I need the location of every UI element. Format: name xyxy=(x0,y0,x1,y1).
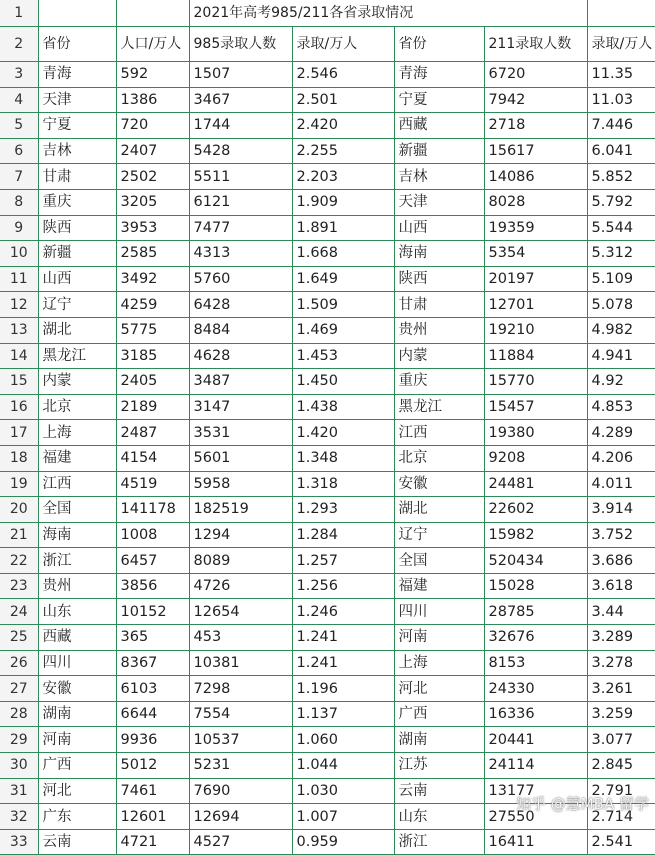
row-number: 3 xyxy=(0,62,38,88)
table-cell[interactable]: 11884 xyxy=(484,343,587,369)
table-cell[interactable]: 19210 xyxy=(484,317,587,343)
table-row xyxy=(0,189,655,215)
table-cell[interactable]: 全国 xyxy=(38,497,116,523)
table-cell[interactable]: 32676 xyxy=(484,625,587,651)
table-cell[interactable]: 云南 xyxy=(394,778,484,804)
table-cell[interactable]: 安徽 xyxy=(394,471,484,497)
table-cell[interactable]: 4628 xyxy=(189,343,292,369)
row-number: 22 xyxy=(0,548,38,574)
cell[interactable] xyxy=(38,0,116,27)
table-cell[interactable]: 2.255 xyxy=(292,138,394,164)
row-number: 2 xyxy=(0,27,38,62)
table-cell[interactable]: 云南 xyxy=(38,829,116,855)
table-cell[interactable]: 1294 xyxy=(189,522,292,548)
table-row xyxy=(0,573,655,599)
table-cell[interactable]: 7690 xyxy=(189,778,292,804)
table-cell[interactable]: 青海 xyxy=(38,62,116,88)
table-row xyxy=(0,266,655,292)
row-number: 17 xyxy=(0,420,38,446)
table-cell[interactable]: 182519 xyxy=(189,497,292,523)
row-number: 16 xyxy=(0,394,38,420)
table-cell[interactable]: 16336 xyxy=(484,701,587,727)
table-cell[interactable]: 黑龙江 xyxy=(38,343,116,369)
title-row xyxy=(0,0,655,27)
table-cell[interactable]: 15617 xyxy=(484,138,587,164)
table-row xyxy=(0,727,655,753)
table-cell[interactable]: 内蒙 xyxy=(394,343,484,369)
table-cell[interactable]: 3487 xyxy=(189,369,292,395)
row-number: 28 xyxy=(0,701,38,727)
table-cell[interactable]: 福建 xyxy=(394,573,484,599)
table-cell[interactable]: 7.446 xyxy=(587,113,655,139)
table-cell[interactable]: 安徽 xyxy=(38,676,116,702)
header-row xyxy=(0,27,655,62)
table-cell[interactable]: 陕西 xyxy=(38,215,116,241)
cell[interactable] xyxy=(116,0,189,27)
header-211-admitted[interactable]: 211录取人数 xyxy=(484,27,587,62)
table-cell[interactable]: 四川 xyxy=(38,650,116,676)
table-cell[interactable]: 6121 xyxy=(189,189,292,215)
table-cell[interactable]: 10152 xyxy=(116,599,189,625)
table-cell[interactable]: 24330 xyxy=(484,676,587,702)
row-number: 4 xyxy=(0,87,38,113)
table-cell[interactable]: 12601 xyxy=(116,804,189,830)
table-cell[interactable]: 3953 xyxy=(116,215,189,241)
table-row xyxy=(0,87,655,113)
table-cell[interactable]: 湖南 xyxy=(38,701,116,727)
header-985-rate[interactable]: 录取/万人 xyxy=(292,27,394,62)
table-row xyxy=(0,829,655,855)
table-row xyxy=(0,471,655,497)
table-cell[interactable]: 2.420 xyxy=(292,113,394,139)
table-cell[interactable]: 四川 xyxy=(394,599,484,625)
table-row xyxy=(0,138,655,164)
table-cell[interactable]: 3.44 xyxy=(587,599,655,625)
table-cell[interactable]: 1.649 xyxy=(292,266,394,292)
table-cell[interactable]: 5601 xyxy=(189,445,292,471)
row-number: 11 xyxy=(0,266,38,292)
row-number: 25 xyxy=(0,625,38,651)
table-cell[interactable]: 宁夏 xyxy=(38,113,116,139)
row-number: 6 xyxy=(0,138,38,164)
table-cell[interactable]: 4.92 xyxy=(587,369,655,395)
table-cell[interactable]: 广西 xyxy=(394,701,484,727)
table-row xyxy=(0,522,655,548)
table-cell[interactable]: 湖北 xyxy=(38,317,116,343)
table-cell[interactable]: 甘肃 xyxy=(394,292,484,318)
table-cell[interactable]: 2.546 xyxy=(292,62,394,88)
row-number: 1 xyxy=(0,0,38,27)
row-number: 14 xyxy=(0,343,38,369)
table-cell[interactable]: 3492 xyxy=(116,266,189,292)
table-cell[interactable]: 1.030 xyxy=(292,778,394,804)
table-cell[interactable]: 北京 xyxy=(394,445,484,471)
table-cell[interactable]: 720 xyxy=(116,113,189,139)
table-cell[interactable]: 1.246 xyxy=(292,599,394,625)
table-cell[interactable]: 1.044 xyxy=(292,753,394,779)
table-cell[interactable]: 2405 xyxy=(116,369,189,395)
table-cell[interactable]: 2.203 xyxy=(292,164,394,190)
table-cell[interactable]: 山东 xyxy=(38,599,116,625)
table-row xyxy=(0,215,655,241)
table-cell[interactable]: 湖北 xyxy=(394,497,484,523)
table-cell[interactable]: 1744 xyxy=(189,113,292,139)
table-cell[interactable]: 1.257 xyxy=(292,548,394,574)
row-number: 7 xyxy=(0,164,38,190)
row-number: 8 xyxy=(0,189,38,215)
row-number: 9 xyxy=(0,215,38,241)
row-number: 31 xyxy=(0,778,38,804)
table-cell[interactable]: 浙江 xyxy=(394,829,484,855)
table-cell[interactable]: 3531 xyxy=(189,420,292,446)
table-cell[interactable]: 6428 xyxy=(189,292,292,318)
row-number: 33 xyxy=(0,829,38,855)
table-cell[interactable]: 1386 xyxy=(116,87,189,113)
table-cell[interactable]: 8028 xyxy=(484,189,587,215)
table-cell[interactable]: 27550 xyxy=(484,804,587,830)
table-cell[interactable]: 9208 xyxy=(484,445,587,471)
table-cell[interactable]: 15770 xyxy=(484,369,587,395)
table-cell[interactable]: 4313 xyxy=(189,241,292,267)
table-cell[interactable]: 3185 xyxy=(116,343,189,369)
row-number: 23 xyxy=(0,573,38,599)
table-cell[interactable]: 江西 xyxy=(394,420,484,446)
row-number: 21 xyxy=(0,522,38,548)
header-province-985[interactable]: 省份 xyxy=(38,27,116,62)
table-cell[interactable]: 19380 xyxy=(484,420,587,446)
table-cell[interactable]: 453 xyxy=(189,625,292,651)
table-cell[interactable]: 2.791 xyxy=(587,778,655,804)
table-cell[interactable]: 15982 xyxy=(484,522,587,548)
table-cell[interactable]: 重庆 xyxy=(394,369,484,395)
table-cell[interactable]: 16411 xyxy=(484,829,587,855)
table-cell[interactable]: 1.293 xyxy=(292,497,394,523)
table-cell[interactable]: 1.137 xyxy=(292,701,394,727)
table-cell[interactable]: 3.289 xyxy=(587,625,655,651)
table-cell[interactable]: 9936 xyxy=(116,727,189,753)
table-cell[interactable]: 2487 xyxy=(116,420,189,446)
table-cell[interactable]: 辽宁 xyxy=(394,522,484,548)
table-row xyxy=(0,292,655,318)
table-cell[interactable]: 3147 xyxy=(189,394,292,420)
table-cell[interactable]: 3467 xyxy=(189,87,292,113)
table-cell[interactable]: 141178 xyxy=(116,497,189,523)
table-cell[interactable]: 3.259 xyxy=(587,701,655,727)
table-cell[interactable]: 河南 xyxy=(394,625,484,651)
table-cell[interactable]: 592 xyxy=(116,62,189,88)
row-number: 29 xyxy=(0,727,38,753)
table-cell[interactable]: 5511 xyxy=(189,164,292,190)
table-cell[interactable]: 1.438 xyxy=(292,394,394,420)
table-cell[interactable]: 3205 xyxy=(116,189,189,215)
table-cell[interactable]: 3856 xyxy=(116,573,189,599)
table-cell[interactable]: 新疆 xyxy=(38,241,116,267)
row-number: 20 xyxy=(0,497,38,523)
table-cell[interactable]: 1.891 xyxy=(292,215,394,241)
table-row xyxy=(0,113,655,139)
table-cell[interactable]: 6720 xyxy=(484,62,587,88)
table-cell[interactable]: 3.077 xyxy=(587,727,655,753)
table-cell[interactable]: 贵州 xyxy=(394,317,484,343)
row-number: 18 xyxy=(0,445,38,471)
table-cell[interactable]: 浙江 xyxy=(38,548,116,574)
table-cell[interactable]: 上海 xyxy=(38,420,116,446)
table-cell[interactable]: 4.206 xyxy=(587,445,655,471)
table-cell[interactable]: 520434 xyxy=(484,548,587,574)
table-cell[interactable]: 3.618 xyxy=(587,573,655,599)
table-cell[interactable]: 天津 xyxy=(394,189,484,215)
table-cell[interactable]: 内蒙 xyxy=(38,369,116,395)
table-cell[interactable]: 19359 xyxy=(484,215,587,241)
table-cell[interactable]: 4154 xyxy=(116,445,189,471)
table-cell[interactable]: 山东 xyxy=(394,804,484,830)
table-cell[interactable]: 11.35 xyxy=(587,62,655,88)
table-cell[interactable]: 10381 xyxy=(189,650,292,676)
table-cell[interactable]: 1.909 xyxy=(292,189,394,215)
table-cell[interactable]: 陕西 xyxy=(394,266,484,292)
table-row xyxy=(0,317,655,343)
table-cell[interactable]: 4.011 xyxy=(587,471,655,497)
table-cell[interactable]: 5760 xyxy=(189,266,292,292)
table-cell[interactable]: 1.420 xyxy=(292,420,394,446)
row-number: 13 xyxy=(0,317,38,343)
table-row xyxy=(0,625,655,651)
table-cell[interactable]: 1008 xyxy=(116,522,189,548)
table-row xyxy=(0,548,655,574)
table-cell[interactable]: 全国 xyxy=(394,548,484,574)
watermark: 知乎 @慧MBA 留学 xyxy=(515,795,649,813)
row-number: 15 xyxy=(0,369,38,395)
table-cell[interactable]: 8153 xyxy=(484,650,587,676)
table-cell[interactable]: 江西 xyxy=(38,471,116,497)
table-cell[interactable]: 28785 xyxy=(484,599,587,625)
table-cell[interactable]: 14086 xyxy=(484,164,587,190)
table-cell[interactable]: 7461 xyxy=(116,778,189,804)
table-cell[interactable]: 广东 xyxy=(38,804,116,830)
table-cell[interactable]: 2718 xyxy=(484,113,587,139)
table-row xyxy=(0,701,655,727)
table-title[interactable]: 2021年高考985/211各省录取情况 xyxy=(189,0,587,27)
table-cell[interactable]: 5.792 xyxy=(587,189,655,215)
table-cell[interactable]: 5775 xyxy=(116,317,189,343)
table-cell[interactable]: 2.845 xyxy=(587,753,655,779)
table-cell[interactable]: 7477 xyxy=(189,215,292,241)
table-cell[interactable]: 宁夏 xyxy=(394,87,484,113)
table-cell[interactable]: 4726 xyxy=(189,573,292,599)
table-cell[interactable]: 新疆 xyxy=(394,138,484,164)
table-cell[interactable]: 1.450 xyxy=(292,369,394,395)
table-cell[interactable]: 5.078 xyxy=(587,292,655,318)
table-cell[interactable]: 22602 xyxy=(484,497,587,523)
row-number: 27 xyxy=(0,676,38,702)
table-row xyxy=(0,599,655,625)
table-cell[interactable]: 湖南 xyxy=(394,727,484,753)
table-cell[interactable]: 天津 xyxy=(38,87,116,113)
table-cell[interactable]: 1.469 xyxy=(292,317,394,343)
table-cell[interactable]: 5231 xyxy=(189,753,292,779)
table-cell[interactable]: 海南 xyxy=(394,241,484,267)
table-cell[interactable]: 24481 xyxy=(484,471,587,497)
table-cell[interactable]: 3.752 xyxy=(587,522,655,548)
table-cell[interactable]: 1.007 xyxy=(292,804,394,830)
table-cell[interactable]: 4519 xyxy=(116,471,189,497)
table-cell[interactable]: 山西 xyxy=(394,215,484,241)
header-population[interactable]: 人口/万人 xyxy=(116,27,189,62)
table-cell[interactable]: 5958 xyxy=(189,471,292,497)
row-number: 19 xyxy=(0,471,38,497)
table-cell[interactable]: 1.256 xyxy=(292,573,394,599)
table-cell[interactable]: 4.941 xyxy=(587,343,655,369)
table-row xyxy=(0,62,655,88)
table-cell[interactable]: 4721 xyxy=(116,829,189,855)
row-number: 5 xyxy=(0,113,38,139)
table-cell[interactable]: 4259 xyxy=(116,292,189,318)
table-cell[interactable]: 福建 xyxy=(38,445,116,471)
row-number: 12 xyxy=(0,292,38,318)
table-cell[interactable]: 河北 xyxy=(394,676,484,702)
table-cell[interactable]: 13177 xyxy=(484,778,587,804)
table-cell[interactable]: 8484 xyxy=(189,317,292,343)
table-cell[interactable]: 3.278 xyxy=(587,650,655,676)
table-cell[interactable]: 青海 xyxy=(394,62,484,88)
table-cell[interactable]: 6.041 xyxy=(587,138,655,164)
table-cell[interactable]: 西藏 xyxy=(394,113,484,139)
table-cell[interactable]: 12654 xyxy=(189,599,292,625)
row-number: 26 xyxy=(0,650,38,676)
table-cell[interactable]: 山西 xyxy=(38,266,116,292)
table-row xyxy=(0,164,655,190)
table-row xyxy=(0,650,655,676)
table-cell[interactable]: 7298 xyxy=(189,676,292,702)
table-row xyxy=(0,676,655,702)
table-cell[interactable]: 辽宁 xyxy=(38,292,116,318)
table-cell[interactable]: 4527 xyxy=(189,829,292,855)
table-cell[interactable]: 1.509 xyxy=(292,292,394,318)
header-985-admitted[interactable]: 985录取人数 xyxy=(189,27,292,62)
table-cell[interactable]: 15028 xyxy=(484,573,587,599)
table-cell[interactable]: 甘肃 xyxy=(38,164,116,190)
table-cell[interactable]: 1.241 xyxy=(292,625,394,651)
table-cell[interactable]: 5012 xyxy=(116,753,189,779)
table-row xyxy=(0,445,655,471)
table-cell[interactable]: 5.312 xyxy=(587,241,655,267)
table-cell[interactable]: 2407 xyxy=(116,138,189,164)
table-cell[interactable]: 1.318 xyxy=(292,471,394,497)
table-cell[interactable]: 重庆 xyxy=(38,189,116,215)
table-cell[interactable]: 5.852 xyxy=(587,164,655,190)
table-cell[interactable]: 吉林 xyxy=(394,164,484,190)
table-cell[interactable]: 1.348 xyxy=(292,445,394,471)
table-cell[interactable]: 24114 xyxy=(484,753,587,779)
table-cell[interactable]: 2189 xyxy=(116,394,189,420)
table-cell[interactable]: 贵州 xyxy=(38,573,116,599)
table-row xyxy=(0,753,655,779)
table-cell[interactable]: 北京 xyxy=(38,394,116,420)
table-row xyxy=(0,420,655,446)
row-number: 30 xyxy=(0,753,38,779)
table-cell[interactable]: 黑龙江 xyxy=(394,394,484,420)
table-cell[interactable]: 15457 xyxy=(484,394,587,420)
table-cell[interactable]: 上海 xyxy=(394,650,484,676)
table-cell[interactable]: 1.284 xyxy=(292,522,394,548)
table-row xyxy=(0,394,655,420)
table-cell[interactable]: 1.196 xyxy=(292,676,394,702)
table-cell[interactable]: 7554 xyxy=(189,701,292,727)
row-number: 24 xyxy=(0,599,38,625)
table-cell[interactable]: 10537 xyxy=(189,727,292,753)
table-cell[interactable]: 20441 xyxy=(484,727,587,753)
table-cell[interactable]: 广西 xyxy=(38,753,116,779)
table-row xyxy=(0,497,655,523)
table-row xyxy=(0,241,655,267)
table-cell[interactable]: 5428 xyxy=(189,138,292,164)
table-cell[interactable]: 河北 xyxy=(38,778,116,804)
table-row xyxy=(0,343,655,369)
table-row xyxy=(0,369,655,395)
table-cell[interactable]: 365 xyxy=(116,625,189,651)
table-cell[interactable]: 5.109 xyxy=(587,266,655,292)
table-cell[interactable]: 海南 xyxy=(38,522,116,548)
table-cell[interactable]: 1.453 xyxy=(292,343,394,369)
header-province-211[interactable]: 省份 xyxy=(394,27,484,62)
table-cell[interactable]: 吉林 xyxy=(38,138,116,164)
table-cell[interactable]: 3.914 xyxy=(587,497,655,523)
table-cell[interactable]: 2.541 xyxy=(587,829,655,855)
table-cell[interactable]: 4.289 xyxy=(587,420,655,446)
table-cell[interactable]: 2.714 xyxy=(587,804,655,830)
table-cell[interactable]: 8367 xyxy=(116,650,189,676)
table-cell[interactable]: 20197 xyxy=(484,266,587,292)
row-number: 10 xyxy=(0,241,38,267)
table-cell[interactable]: 4.853 xyxy=(587,394,655,420)
table-cell[interactable]: 西藏 xyxy=(38,625,116,651)
table-cell[interactable]: 8089 xyxy=(189,548,292,574)
row-number: 32 xyxy=(0,804,38,830)
table-cell[interactable]: 12694 xyxy=(189,804,292,830)
table-cell[interactable]: 1.668 xyxy=(292,241,394,267)
table-cell[interactable]: 1507 xyxy=(189,62,292,88)
table-cell[interactable]: 12701 xyxy=(484,292,587,318)
table-cell[interactable]: 4.982 xyxy=(587,317,655,343)
header-211-rate[interactable]: 录取/万人 xyxy=(587,27,655,62)
table-cell[interactable]: 1.060 xyxy=(292,727,394,753)
table-cell[interactable]: 2585 xyxy=(116,241,189,267)
table-cell[interactable]: 3.686 xyxy=(587,548,655,574)
table-cell[interactable]: 7942 xyxy=(484,87,587,113)
table-cell[interactable]: 0.959 xyxy=(292,829,394,855)
table-cell[interactable]: 1.241 xyxy=(292,650,394,676)
table-cell[interactable]: 6644 xyxy=(116,701,189,727)
table-cell[interactable]: 5354 xyxy=(484,241,587,267)
cell[interactable] xyxy=(587,0,655,27)
table-cell[interactable]: 6103 xyxy=(116,676,189,702)
table-cell[interactable]: 江苏 xyxy=(394,753,484,779)
table-cell[interactable]: 5.544 xyxy=(587,215,655,241)
table-cell[interactable]: 2.501 xyxy=(292,87,394,113)
table-cell[interactable]: 3.261 xyxy=(587,676,655,702)
table-cell[interactable]: 11.03 xyxy=(587,87,655,113)
table-cell[interactable]: 6457 xyxy=(116,548,189,574)
table-cell[interactable]: 2502 xyxy=(116,164,189,190)
table-cell[interactable]: 河南 xyxy=(38,727,116,753)
